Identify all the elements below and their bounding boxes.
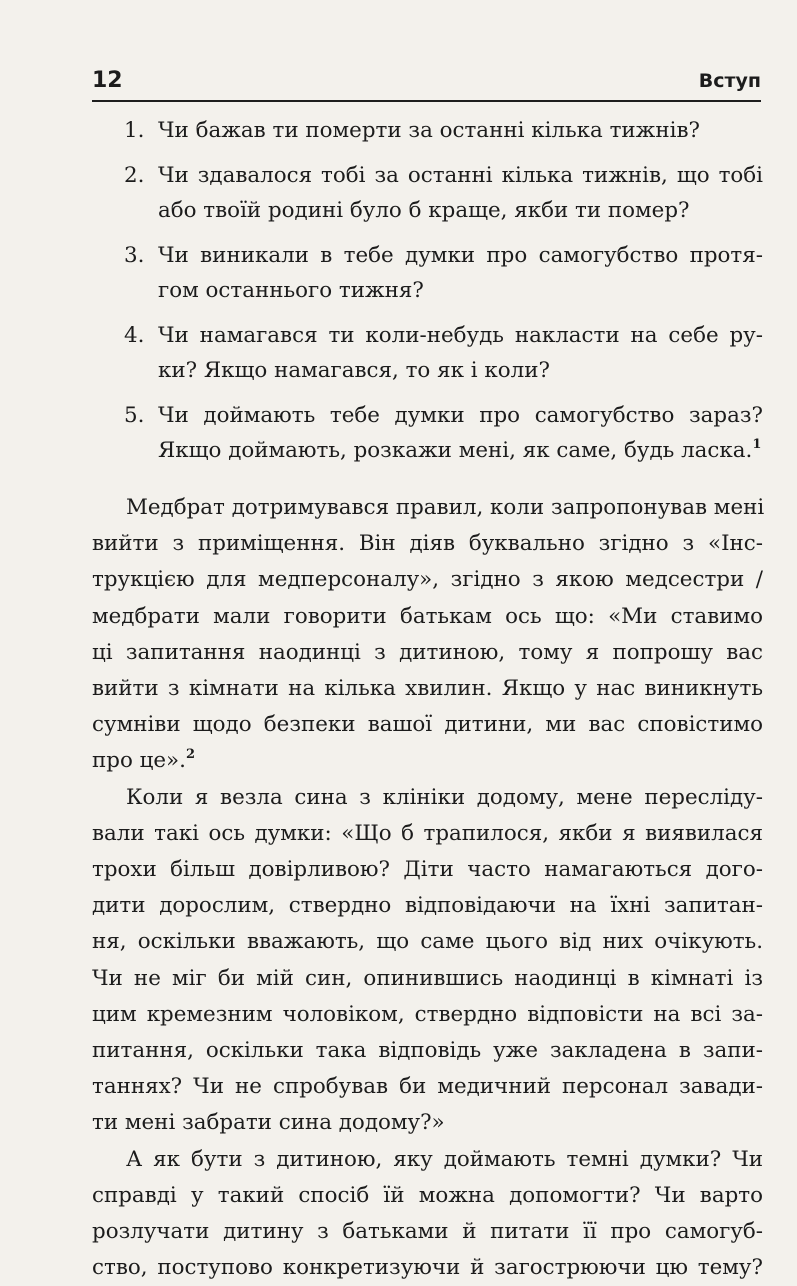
- text-line: ці запитання наодинці з дитиною, тому я попрошу вас: [92, 639, 763, 665]
- text-line: Коли я везла сина з клініки додому, мене пересліду-: [126, 784, 763, 810]
- text-line: трохи більш довірливою? Діти часто намагаються дого-: [92, 857, 763, 883]
- footnote-marker: 2: [185, 747, 195, 763]
- paragraph: [92, 1142, 763, 1286]
- question-item: [118, 238, 763, 308]
- text-line-content: про це».: [92, 748, 186, 774]
- question-line: або твоїй родині було б краще, якби ти помер?: [158, 198, 690, 223]
- text-line: ство, поступово конкретизуючи й загострюючи цю тему?: [92, 1255, 763, 1281]
- question-item: [118, 158, 763, 228]
- section-title: Вступ: [698, 70, 761, 92]
- question-line: Чи бажав ти померти за останні кілька тижнів?: [158, 118, 700, 143]
- question-number: 3.: [124, 243, 145, 268]
- question-list: [118, 113, 763, 478]
- text-line: вали такі ось думки: «Що б трапилося, якби я виявилася: [92, 820, 763, 846]
- question-line: Чи намагався ти коли-небудь накласти на себе ру-: [158, 323, 763, 348]
- question-item: [118, 113, 763, 148]
- question-line: гом останнього тижня?: [158, 278, 424, 303]
- running-header: [92, 66, 761, 102]
- paragraph: [92, 780, 763, 1142]
- question-number: 1.: [124, 118, 145, 143]
- question-line: Чи доймають тебе думки про самогубство зараз?: [158, 403, 763, 428]
- text-line: розлучати дитину з батьками й питати її про самогуб-: [92, 1219, 763, 1245]
- text-line: трукцією для медперсоналу», згідно з якою медсестри /: [92, 567, 763, 593]
- question-line: Чи здавалося тобі за останні кілька тижнів, що тобі: [158, 163, 763, 188]
- text-line: питання, оскільки така відповідь уже закладена в запи-: [92, 1038, 763, 1064]
- text-line: вийти з приміщення. Він діяв буквально згідно з «Інс-: [92, 531, 763, 557]
- body-text: [92, 490, 763, 1286]
- text-line: дити дорослим, ствердно відповідаючи на їхні запитан-: [92, 893, 763, 919]
- text-line: Чи не міг би мій син, опинившись наодинці в кімнаті із: [92, 965, 763, 991]
- question-line-with-footnote: [158, 433, 763, 468]
- text-line: Медбрат дотримувався правил, коли запропонував мені: [126, 495, 765, 520]
- paragraph: [92, 490, 763, 780]
- text-line: А як бути з дитиною, яку доймають темні думки? Чи: [126, 1146, 763, 1172]
- question-item: [118, 398, 763, 468]
- question-line-text: Якщо доймають, розкажи мені, як саме, будь ласка.: [158, 438, 753, 463]
- question-line: Чи виникали в тебе думки про самогубство протя-: [158, 243, 763, 268]
- question-line: ки? Якщо намагався, то як і коли?: [158, 358, 550, 383]
- text-line: справді у такий спосіб їй можна допомогти? Чи варто: [92, 1182, 763, 1208]
- question-number: 4.: [124, 323, 145, 348]
- text-line: медбрати мали говорити батькам ось що: «Ми ставимо: [92, 603, 763, 629]
- question-number: 5.: [124, 403, 145, 428]
- text-line: вийти з кімнати на кілька хвилин. Якщо у нас виникнуть: [92, 676, 763, 702]
- text-line: таннях? Чи не спробував би медичний персонал завади-: [92, 1074, 763, 1100]
- question-item: [118, 318, 763, 388]
- text-line: ти мені забрати сина додому?»: [92, 1110, 445, 1136]
- text-line: сумніви щодо безпеки вашої дитини, ми вас сповістимо: [92, 712, 763, 738]
- footnote-marker: 1: [752, 437, 762, 452]
- question-number: 2.: [124, 163, 145, 188]
- text-line: ня, оскільки вважають, що саме цього від них очікують.: [92, 929, 763, 955]
- text-line-with-footnote: [92, 743, 763, 779]
- page-number: 12: [92, 68, 123, 93]
- text-line: цим кремезним чоловіком, ствердно відповісти на всі за-: [92, 1001, 763, 1027]
